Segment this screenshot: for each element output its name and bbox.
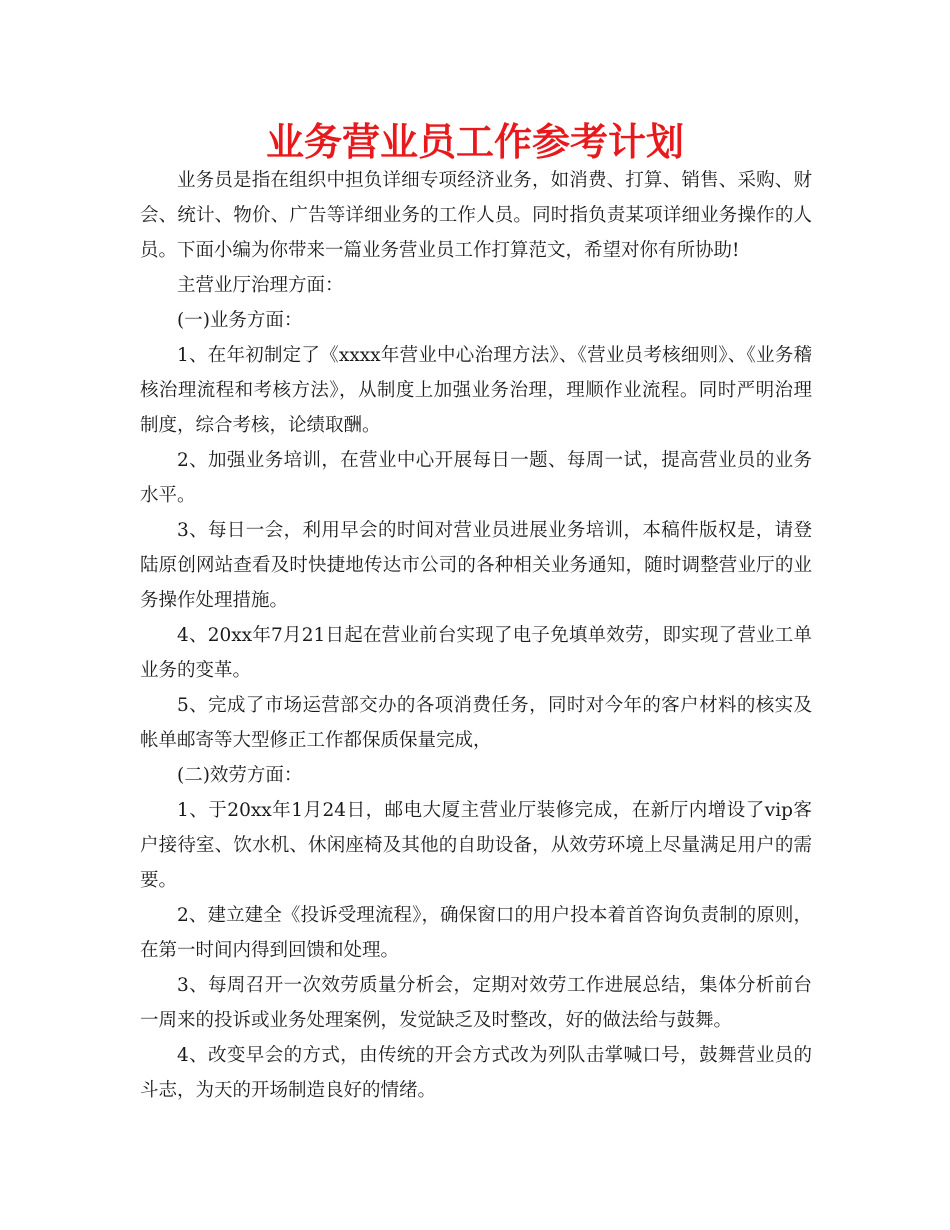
- paragraph-business-item-3: 3、每日一会，利用早会的时间对营业员进展业务培训，本稿件版权是，请登陆原创网站查看及时快捷地传达市公司的各种相关业务通知，随时调整营业厅的业务操作处理措施。: [140, 520, 812, 611]
- paragraph-intro: 业务员是指在组织中担负详细专项经济业务，如消费、打算、销售、采购、财会、统计、物价、广告等详细业务的工作人员。同时指负责某项详细业务操作的人员。下面小编为你带来一篇业务营业员工作打算范文，希望对你有所协助!: [140, 170, 812, 261]
- paragraph-service-item-2: 2、建立建全《投诉受理流程》，确保窗口的用户投本着首咨询负责制的原则，在第一时间内得到回馈和处理。: [140, 905, 812, 961]
- document-title: 业务营业员工作参考计划: [265, 120, 684, 164]
- paragraph-business-item-4: 4、20xx年7月21日起在营业前台实现了电子免填单效劳，即实现了营业工单业务的变革。: [140, 625, 812, 681]
- paragraph-subheading-service: (二)效劳方面：: [177, 765, 303, 786]
- paragraph-business-item-1: 1、在年初制定了《xxxx年营业中心治理方法》、《营业员考核细则》、《业务稽核治理流程和考核方法》，从制度上加强业务治理，理顺作业流程。同时严明治理制度，综合考核，论绩取酬。: [140, 345, 812, 436]
- paragraph-service-item-3: 3、每周召开一次效劳质量分析会，定期对效劳工作进展总结，集体分析前台一周来的投诉或业务处理案例，发觉缺乏及时整改，好的做法给与鼓舞。: [140, 975, 812, 1031]
- paragraph-section-heading: 主营业厅治理方面：: [177, 275, 344, 296]
- paragraph-subheading-business: (一)业务方面：: [177, 310, 303, 331]
- paragraph-service-item-4: 4、改变早会的方式，由传统的开会方式改为列队击掌喊口号，鼓舞营业员的斗志，为天的开场制造良好的情绪。: [140, 1045, 812, 1101]
- paragraph-business-item-2: 2、加强业务培训，在营业中心开展每日一题、每周一试，提高营业员的业务水平。: [140, 450, 812, 506]
- paragraph-business-item-5: 5、完成了市场运营部交办的各项消费任务，同时对今年的客户材料的核实及帐单邮寄等大型修正工作都保质保量完成，: [140, 695, 812, 751]
- document-body: [140, 163, 812, 1108]
- paragraph-service-item-1: 1、于20xx年1月24日，邮电大厦主营业厅装修完成，在新厅内增设了vip客户接待室、饮水机、休闲座椅及其他的自助设备，从效劳环境上尽量满足用户的需要。: [140, 800, 812, 891]
